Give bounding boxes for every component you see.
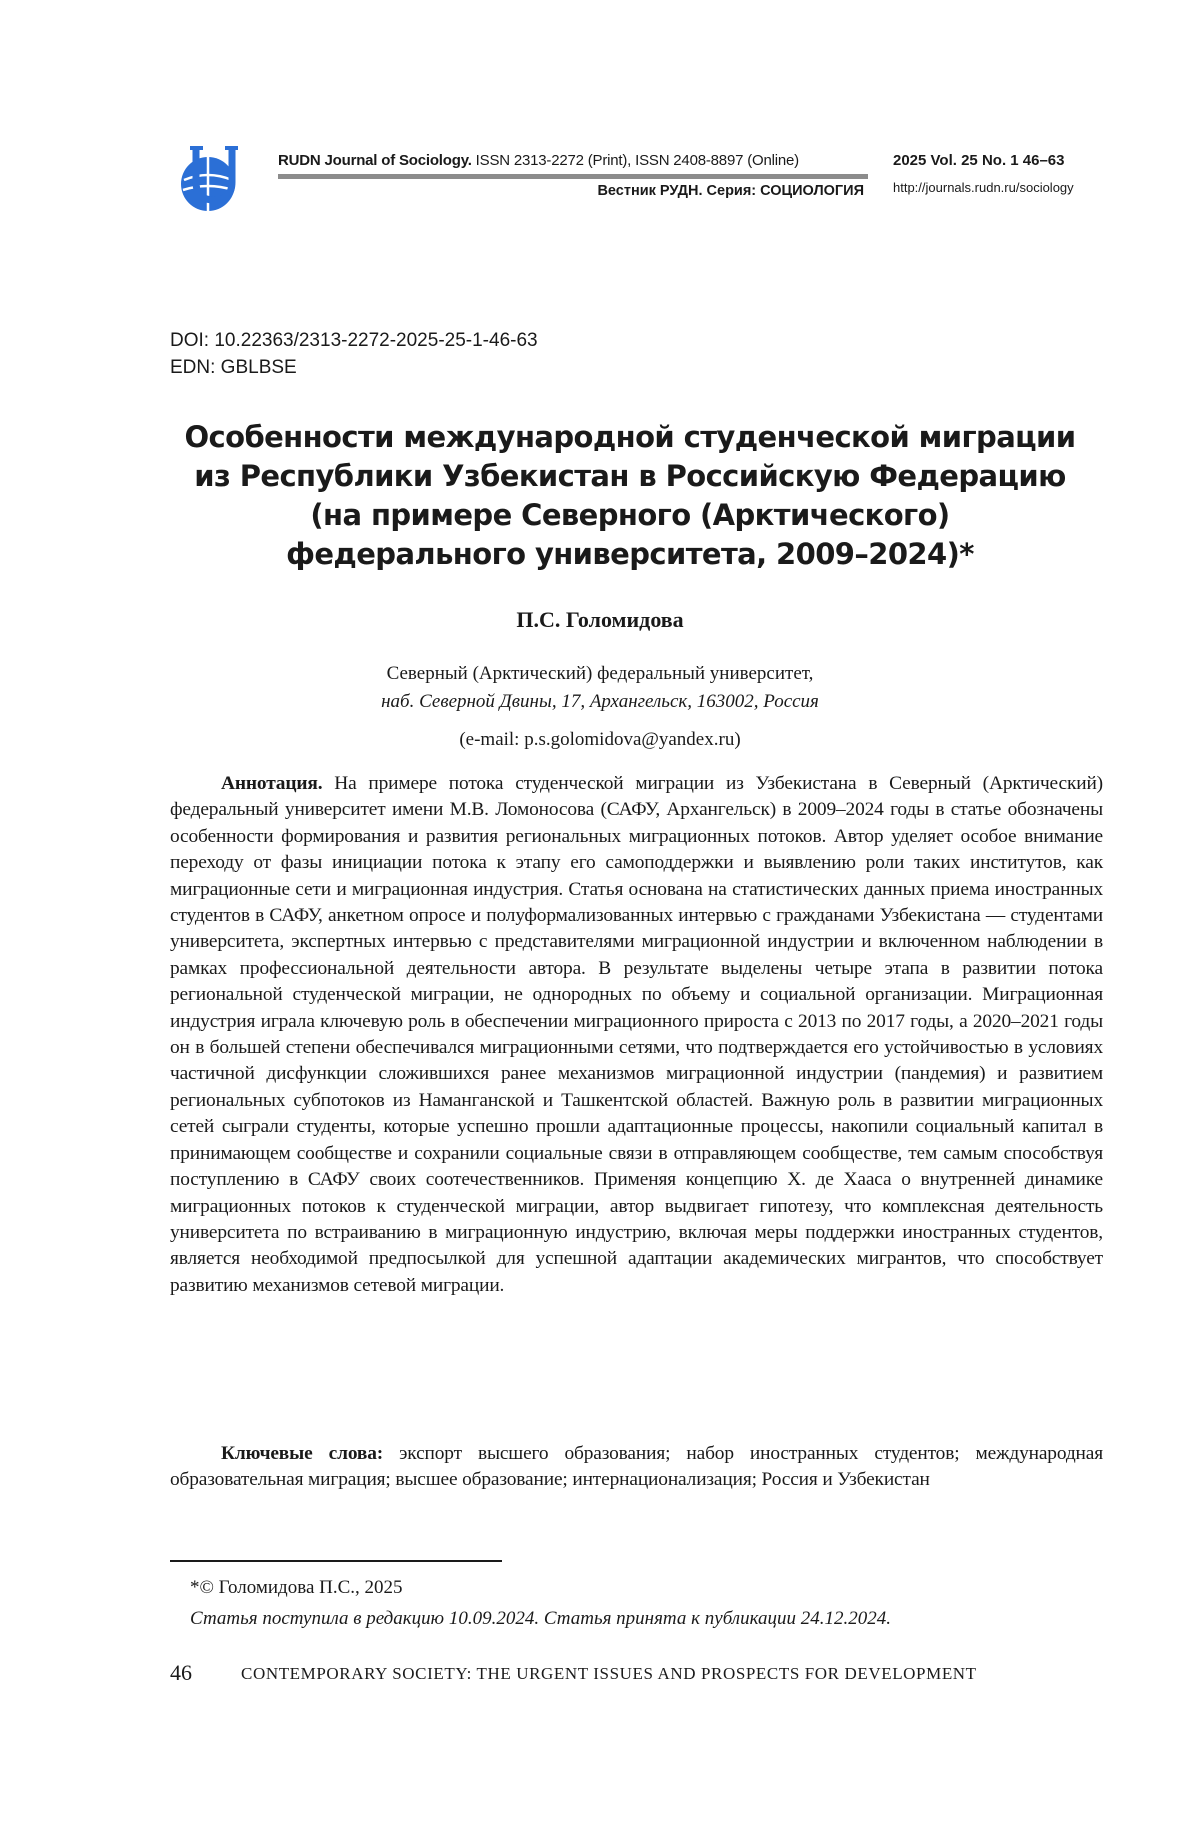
article-page: [0, 0, 1200, 1834]
affiliation-org: Северный (Арктический) федеральный университет,: [0, 660, 1200, 688]
title-line: из Республики Узбекистан в Российскую Федерацию: [150, 457, 1110, 496]
article-title: [150, 418, 1110, 574]
abstract: [170, 771, 1103, 1299]
article-identifiers: [170, 327, 538, 381]
journal-issn: ISSN 2313-2272 (Print), ISSN 2408-8897 (Online): [472, 152, 799, 169]
keywords-text: экспорт высшего образования; набор иностранных студентов; международная образовательная миграция; высшее образование; интернационализация; Россия и Узбекистан: [170, 1443, 1103, 1490]
journal-header: [278, 152, 868, 199]
author-email[interactable]: (e-mail: p.s.golomidova@yandex.ru): [0, 729, 1200, 751]
footnote-divider: [170, 1560, 502, 1562]
journal-name-en: RUDN Journal of Sociology.: [278, 152, 472, 169]
journal-title-line: [278, 152, 868, 169]
doi[interactable]: DOI: 10.22363/2313-2272-2025-25-1-46-63: [170, 327, 538, 354]
abstract-label: Аннотация.: [221, 773, 322, 794]
journal-name-ru: Вестник РУДН. Серия: СОЦИОЛОГИЯ: [278, 183, 868, 199]
title-line: федерального университета, 2009–2024)*: [150, 535, 1110, 574]
footnote-copyright: *© Голомидова П.С., 2025: [190, 1577, 403, 1599]
footnote-dates: Статья поступила в редакцию 10.09.2024. Статья принята к публикации 24.12.2024.: [190, 1608, 891, 1630]
journal-logo-icon: [170, 140, 252, 222]
title-line: (на примере Северного (Арктического): [150, 496, 1110, 535]
author-name: П.С. Голомидова: [0, 607, 1200, 633]
journal-url[interactable]: http://journals.rudn.ru/sociology: [893, 180, 1103, 195]
abstract-text: На примере потока студенческой миграции из Узбекистана в Северный (Арктический) федеральный университет имени М.В. Ломоносова (САФУ, Архангельск) в 2009–2024 годы в статье обозначены особенности формирования и развития региональных миграционных потоков. Автор уделяет особое внимание переходу от фазы инициации потока к этапу его самоподдержки и выявлению роли таких институтов, как миграционные сети и миграционная индустрия. Статья основана на статистических данных приема иностранных студентов в САФУ, анкетном опросе и полуформализованных интервью с гражданами Узбекистана — студентами университета, экспертных интервью с представителями миграционной индустрии и включенном наблюдении в рамках профессиональной деятельности автора. В результате выделены четыре этапа в развитии потока региональной студенческой миграции, не однородных по объему и социальной организации. Миграционная индустрия играла ключевую роль в обеспечении миграционного прироста с 2013 по 2017 годы, а 2020–2021 годы он в большей степени обеспечивался миграционными сетями, что подтверждается его устойчивостью в условиях частичной дисфункции сложившихся ранее механизмов миграционной индустрии (пандемия) и развитием региональных субпотоков из Наманганской и Ташкентской областей. Важную роль в развитии миграционных сетей сыграли студенты, которые успешно прошли адаптационные процессы, накопили социальный капитал в принимающем сообществе и сохранили социальные связи в отправляющем сообществе, тем самым способствуя поступлению в САФУ своих соотечественников. Применяя концепцию Х. де Хааса о внутренней динамике миграционных потоков к студенческой миграции, автор выдвигает гипотезу, что комплексная деятельность университета по встраиванию в миграционную индустрию, включая меры поддержки иностранных студентов, является необходимой предпосылкой для успешной адаптации академических мигрантов, что способствует развитию механизмов сетевой миграции.: [170, 773, 1103, 1296]
edn: EDN: GBLBSE: [170, 354, 538, 381]
issue-number: 2025 Vol. 25 No. 1 46–63: [893, 152, 1103, 169]
affiliation-address: наб. Северной Двины, 17, Архангельск, 163002, Россия: [0, 688, 1200, 716]
keywords-label: Ключевые слова:: [221, 1443, 383, 1464]
header-divider: [278, 174, 868, 179]
page-number: 46: [170, 1660, 192, 1686]
affiliation: [0, 660, 1200, 716]
title-line: Особенности международной студенческой миграции: [150, 418, 1110, 457]
issue-info: [893, 152, 1103, 195]
keywords: [170, 1441, 1103, 1494]
running-title: CONTEMPORARY SOCIETY: THE URGENT ISSUES AND PROSPECTS FOR DEVELOPMENT: [241, 1664, 977, 1684]
